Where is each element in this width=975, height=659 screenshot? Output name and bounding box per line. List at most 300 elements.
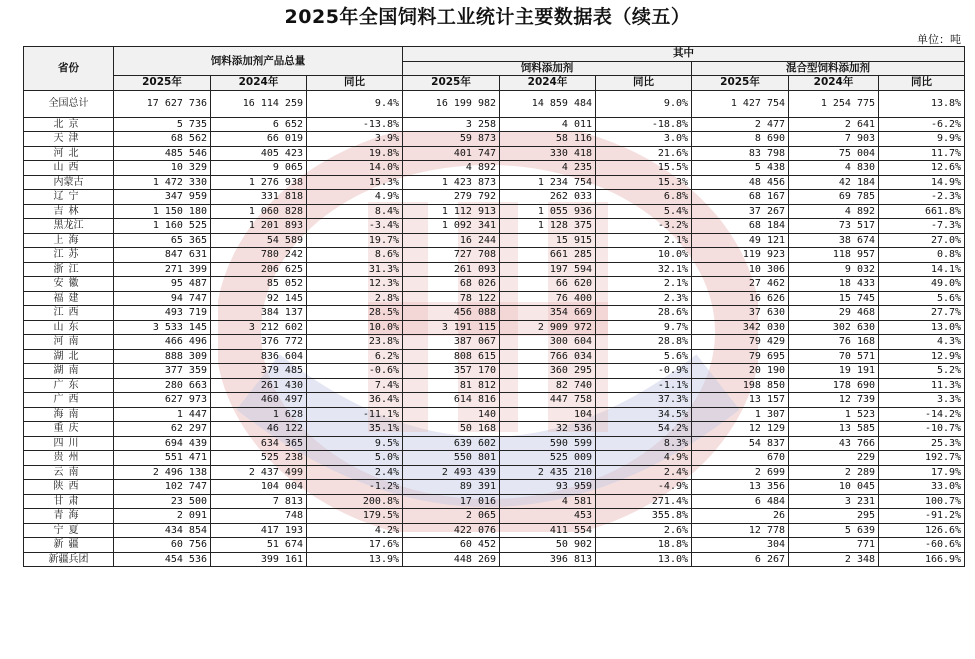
cell-total-yoy: -1.2% — [307, 480, 403, 495]
table-row — [24, 320, 965, 335]
cell-additive-2024: 453 — [500, 509, 596, 524]
cell-mixed-2024: 19 191 — [789, 364, 879, 379]
cell-additive-yoy: 2.4% — [596, 465, 692, 480]
cell-mixed-2024: 4 830 — [789, 161, 879, 176]
cell-mixed-yoy: 11.7% — [879, 146, 965, 161]
cell-additive-2024: 50 902 — [500, 538, 596, 553]
cell-mixed-yoy: 0.8% — [879, 248, 965, 263]
cell-additive-2025: 550 801 — [403, 451, 500, 466]
cell-additive-2025: 68 026 — [403, 277, 500, 292]
cell-total-2024: 104 004 — [211, 480, 307, 495]
cell-total-2024: 405 423 — [211, 146, 307, 161]
cell-mixed-2025: 37 267 — [692, 204, 789, 219]
province-name: 黑龙江 — [24, 219, 114, 234]
cell-additive-yoy: 2.1% — [596, 277, 692, 292]
table-row — [24, 349, 965, 364]
cell-total-2024: 66 019 — [211, 132, 307, 147]
cell-total-2024: 261 430 — [211, 378, 307, 393]
header-total-group: 饲料添加剂产品总量 — [114, 47, 403, 76]
province-name: 宁夏 — [24, 523, 114, 538]
cell-additive-2025: 1 112 913 — [403, 204, 500, 219]
cell-mixed-2025: 1 307 — [692, 407, 789, 422]
cell-additive-2024: 354 669 — [500, 306, 596, 321]
province-name: 新疆兵团 — [24, 552, 114, 567]
cell-total-2024: 206 625 — [211, 262, 307, 277]
cell-total-yoy: 9.5% — [307, 436, 403, 451]
cell-mixed-yoy: 12.9% — [879, 349, 965, 364]
cell-total-2025: 694 439 — [114, 436, 211, 451]
cell-mixed-2024: 178 690 — [789, 378, 879, 393]
cell-total-2024: 460 497 — [211, 393, 307, 408]
cell-additive-2025: 78 122 — [403, 291, 500, 306]
cell-mixed-2024: 29 468 — [789, 306, 879, 321]
cell-total-2025: 493 719 — [114, 306, 211, 321]
cell-additive-yoy: 37.3% — [596, 393, 692, 408]
cell-additive-yoy: 8.3% — [596, 436, 692, 451]
cell-additive-2025: 140 — [403, 407, 500, 422]
header-yoy: 同比 — [879, 76, 965, 91]
province-name: 广东 — [24, 378, 114, 393]
province-name: 四川 — [24, 436, 114, 451]
cell-total-2024: 634 365 — [211, 436, 307, 451]
cell-mixed-2024: 1 254 775 — [789, 90, 879, 117]
cell-additive-2025: 261 093 — [403, 262, 500, 277]
table-row — [24, 407, 965, 422]
cell-mixed-yoy: 100.7% — [879, 494, 965, 509]
cell-mixed-yoy: 5.6% — [879, 291, 965, 306]
cell-mixed-yoy: 25.3% — [879, 436, 965, 451]
cell-additive-2025: 639 602 — [403, 436, 500, 451]
cell-additive-2024: 104 — [500, 407, 596, 422]
cell-mixed-yoy: 13.0% — [879, 320, 965, 335]
cell-total-2025: 627 973 — [114, 393, 211, 408]
cell-total-yoy: 15.3% — [307, 175, 403, 190]
cell-mixed-2025: 6 484 — [692, 494, 789, 509]
cell-mixed-2025: 13 356 — [692, 480, 789, 495]
cell-total-yoy: 8.6% — [307, 248, 403, 263]
cell-total-yoy: 10.0% — [307, 320, 403, 335]
cell-additive-yoy: 13.0% — [596, 552, 692, 567]
cell-mixed-2024: 38 674 — [789, 233, 879, 248]
cell-mixed-2024: 4 892 — [789, 204, 879, 219]
cell-total-yoy: -3.4% — [307, 219, 403, 234]
cell-total-yoy: 6.2% — [307, 349, 403, 364]
cell-additive-yoy: 32.1% — [596, 262, 692, 277]
province-name: 吉林 — [24, 204, 114, 219]
cell-additive-2024: 93 959 — [500, 480, 596, 495]
cell-total-yoy: 19.7% — [307, 233, 403, 248]
header-year-2025: 2025年 — [692, 76, 789, 91]
cell-mixed-2025: 10 306 — [692, 262, 789, 277]
cell-additive-yoy: 6.8% — [596, 190, 692, 205]
cell-additive-2025: 422 076 — [403, 523, 500, 538]
cell-mixed-2024: 229 — [789, 451, 879, 466]
cell-total-2024: 417 193 — [211, 523, 307, 538]
cell-mixed-yoy: 27.7% — [879, 306, 965, 321]
cell-mixed-yoy: -91.2% — [879, 509, 965, 524]
cell-additive-2024: 525 009 — [500, 451, 596, 466]
cell-total-2024: 1 201 893 — [211, 219, 307, 234]
cell-total-yoy: 200.8% — [307, 494, 403, 509]
cell-mixed-yoy: 27.0% — [879, 233, 965, 248]
cell-mixed-yoy: 9.9% — [879, 132, 965, 147]
cell-additive-2024: 2 435 210 — [500, 465, 596, 480]
cell-total-yoy: 4.2% — [307, 523, 403, 538]
cell-additive-2025: 401 747 — [403, 146, 500, 161]
cell-total-2024: 16 114 259 — [211, 90, 307, 117]
cell-additive-2025: 16 244 — [403, 233, 500, 248]
cell-total-2025: 377 359 — [114, 364, 211, 379]
cell-mixed-2024: 3 231 — [789, 494, 879, 509]
cell-additive-yoy: 10.0% — [596, 248, 692, 263]
cell-mixed-yoy: 14.9% — [879, 175, 965, 190]
table-row — [24, 117, 965, 132]
province-name: 山西 — [24, 161, 114, 176]
cell-total-yoy: 179.5% — [307, 509, 403, 524]
header-yoy: 同比 — [307, 76, 403, 91]
cell-total-yoy: 8.4% — [307, 204, 403, 219]
province-name: 云南 — [24, 465, 114, 480]
table-row — [24, 538, 965, 553]
table-row — [24, 335, 965, 350]
cell-total-2024: 1 628 — [211, 407, 307, 422]
cell-total-yoy: 36.4% — [307, 393, 403, 408]
cell-mixed-2025: 8 690 — [692, 132, 789, 147]
cell-mixed-yoy: 14.1% — [879, 262, 965, 277]
cell-total-yoy: 7.4% — [307, 378, 403, 393]
cell-additive-yoy: 2.3% — [596, 291, 692, 306]
cell-mixed-2024: 2 641 — [789, 117, 879, 132]
cell-additive-yoy: 9.0% — [596, 90, 692, 117]
cell-additive-yoy: 5.6% — [596, 349, 692, 364]
cell-total-yoy: 17.6% — [307, 538, 403, 553]
cell-total-2024: 85 052 — [211, 277, 307, 292]
cell-total-yoy: 12.3% — [307, 277, 403, 292]
cell-mixed-yoy: 192.7% — [879, 451, 965, 466]
cell-mixed-2024: 42 184 — [789, 175, 879, 190]
cell-additive-yoy: 21.6% — [596, 146, 692, 161]
table-row — [24, 378, 965, 393]
cell-mixed-2024: 13 585 — [789, 422, 879, 437]
cell-mixed-2024: 302 630 — [789, 320, 879, 335]
table-row — [24, 175, 965, 190]
table-row — [24, 233, 965, 248]
cell-mixed-2025: 6 267 — [692, 552, 789, 567]
cell-total-2024: 1 060 828 — [211, 204, 307, 219]
cell-mixed-2024: 76 168 — [789, 335, 879, 350]
table-row — [24, 248, 965, 263]
cell-additive-2024: 4 011 — [500, 117, 596, 132]
cell-mixed-yoy: 49.0% — [879, 277, 965, 292]
cell-mixed-2024: 75 004 — [789, 146, 879, 161]
province-name: 全国总计 — [24, 90, 114, 117]
cell-total-2025: 5 735 — [114, 117, 211, 132]
unit-label: 单位：吨 — [917, 33, 961, 46]
cell-additive-yoy: 28.8% — [596, 335, 692, 350]
cell-total-yoy: 35.1% — [307, 422, 403, 437]
cell-total-yoy: 5.0% — [307, 451, 403, 466]
cell-additive-2024: 330 418 — [500, 146, 596, 161]
cell-mixed-2025: 49 121 — [692, 233, 789, 248]
cell-total-2024: 92 145 — [211, 291, 307, 306]
cell-additive-2025: 60 452 — [403, 538, 500, 553]
page-title: 2025年全国饲料工业统计主要数据表（续五） — [284, 6, 691, 28]
cell-mixed-yoy: 17.9% — [879, 465, 965, 480]
cell-additive-2025: 279 792 — [403, 190, 500, 205]
cell-additive-2024: 76 400 — [500, 291, 596, 306]
cell-additive-2025: 448 269 — [403, 552, 500, 567]
table-row — [24, 161, 965, 176]
cell-total-2025: 280 663 — [114, 378, 211, 393]
cell-mixed-2024: 69 785 — [789, 190, 879, 205]
cell-total-2025: 1 447 — [114, 407, 211, 422]
cell-total-2024: 379 485 — [211, 364, 307, 379]
cell-total-yoy: 9.4% — [307, 90, 403, 117]
province-name: 湖南 — [24, 364, 114, 379]
cell-additive-yoy: -3.2% — [596, 219, 692, 234]
province-name: 上海 — [24, 233, 114, 248]
province-name: 海南 — [24, 407, 114, 422]
cell-mixed-2025: 119 923 — [692, 248, 789, 263]
cell-additive-2024: 1 055 936 — [500, 204, 596, 219]
table-row — [24, 146, 965, 161]
cell-mixed-yoy: -2.3% — [879, 190, 965, 205]
cell-additive-2025: 89 391 — [403, 480, 500, 495]
cell-total-2025: 60 756 — [114, 538, 211, 553]
cell-total-2024: 51 674 — [211, 538, 307, 553]
cell-additive-2024: 14 859 484 — [500, 90, 596, 117]
table-row — [24, 465, 965, 480]
cell-mixed-2025: 16 626 — [692, 291, 789, 306]
cell-mixed-2024: 771 — [789, 538, 879, 553]
province-name: 内蒙古 — [24, 175, 114, 190]
header-yoy: 同比 — [596, 76, 692, 91]
province-name: 新疆 — [24, 538, 114, 553]
cell-additive-2024: 1 128 375 — [500, 219, 596, 234]
cell-total-yoy: -11.1% — [307, 407, 403, 422]
table-row — [24, 552, 965, 567]
cell-additive-2024: 411 554 — [500, 523, 596, 538]
cell-total-2025: 847 631 — [114, 248, 211, 263]
cell-total-2024: 525 238 — [211, 451, 307, 466]
cell-additive-2025: 3 191 115 — [403, 320, 500, 335]
cell-additive-yoy: 271.4% — [596, 494, 692, 509]
cell-additive-2025: 387 067 — [403, 335, 500, 350]
statistics-table — [23, 46, 965, 567]
table-body — [24, 90, 965, 567]
cell-total-yoy: 2.4% — [307, 465, 403, 480]
cell-total-2024: 748 — [211, 509, 307, 524]
cell-mixed-2024: 5 639 — [789, 523, 879, 538]
table-row — [24, 219, 965, 234]
table-row — [24, 364, 965, 379]
cell-mixed-2025: 79 429 — [692, 335, 789, 350]
header-among-group: 其中 — [403, 47, 965, 62]
cell-total-2024: 6 652 — [211, 117, 307, 132]
cell-additive-2025: 2 065 — [403, 509, 500, 524]
cell-total-2024: 2 437 499 — [211, 465, 307, 480]
cell-additive-2024: 2 909 972 — [500, 320, 596, 335]
cell-mixed-yoy: 12.6% — [879, 161, 965, 176]
table-row-national-total — [24, 90, 965, 117]
cell-mixed-yoy: 4.3% — [879, 335, 965, 350]
cell-total-2025: 454 536 — [114, 552, 211, 567]
cell-mixed-2025: 5 438 — [692, 161, 789, 176]
header-year-2024: 2024年 — [500, 76, 596, 91]
cell-mixed-yoy: 166.9% — [879, 552, 965, 567]
cell-additive-yoy: -1.1% — [596, 378, 692, 393]
cell-total-2024: 54 589 — [211, 233, 307, 248]
cell-total-2024: 384 137 — [211, 306, 307, 321]
cell-mixed-2025: 198 850 — [692, 378, 789, 393]
cell-mixed-2024: 2 348 — [789, 552, 879, 567]
cell-mixed-2024: 15 745 — [789, 291, 879, 306]
cell-total-2025: 3 533 145 — [114, 320, 211, 335]
cell-additive-2024: 766 034 — [500, 349, 596, 364]
cell-additive-2024: 66 620 — [500, 277, 596, 292]
province-name: 天津 — [24, 132, 114, 147]
cell-additive-yoy: -0.9% — [596, 364, 692, 379]
table-row — [24, 436, 965, 451]
cell-additive-2025: 614 816 — [403, 393, 500, 408]
cell-additive-2025: 3 258 — [403, 117, 500, 132]
cell-total-2024: 399 161 — [211, 552, 307, 567]
table-row — [24, 451, 965, 466]
cell-mixed-yoy: 5.2% — [879, 364, 965, 379]
cell-mixed-yoy: 11.3% — [879, 378, 965, 393]
province-name: 辽宁 — [24, 190, 114, 205]
header-year-2024: 2024年 — [211, 76, 307, 91]
cell-mixed-2025: 2 699 — [692, 465, 789, 480]
province-name: 河南 — [24, 335, 114, 350]
cell-additive-2025: 81 812 — [403, 378, 500, 393]
cell-additive-2024: 262 033 — [500, 190, 596, 205]
cell-additive-yoy: 15.5% — [596, 161, 692, 176]
cell-additive-yoy: 28.6% — [596, 306, 692, 321]
cell-total-yoy: 13.9% — [307, 552, 403, 567]
cell-total-2024: 7 813 — [211, 494, 307, 509]
table-row — [24, 509, 965, 524]
table-row — [24, 132, 965, 147]
cell-total-yoy: 31.3% — [307, 262, 403, 277]
cell-mixed-2025: 27 462 — [692, 277, 789, 292]
cell-additive-yoy: -4.9% — [596, 480, 692, 495]
cell-mixed-2024: 7 903 — [789, 132, 879, 147]
cell-total-2025: 1 160 525 — [114, 219, 211, 234]
cell-total-2024: 3 212 602 — [211, 320, 307, 335]
province-name: 安徽 — [24, 277, 114, 292]
cell-total-yoy: 14.0% — [307, 161, 403, 176]
cell-total-2025: 102 747 — [114, 480, 211, 495]
table-row — [24, 306, 965, 321]
cell-total-2025: 2 496 138 — [114, 465, 211, 480]
cell-total-yoy: 28.5% — [307, 306, 403, 321]
cell-mixed-yoy: 13.8% — [879, 90, 965, 117]
cell-total-yoy: -0.6% — [307, 364, 403, 379]
cell-additive-2024: 661 285 — [500, 248, 596, 263]
province-name: 河北 — [24, 146, 114, 161]
province-name: 广西 — [24, 393, 114, 408]
cell-additive-yoy: 15.3% — [596, 175, 692, 190]
cell-mixed-2025: 54 837 — [692, 436, 789, 451]
table-row — [24, 291, 965, 306]
cell-mixed-2024: 73 517 — [789, 219, 879, 234]
cell-total-2025: 466 496 — [114, 335, 211, 350]
header-province: 省份 — [24, 47, 114, 91]
cell-total-2025: 2 091 — [114, 509, 211, 524]
header-mixed-group: 混合型饲料添加剂 — [692, 61, 965, 76]
cell-additive-2025: 59 873 — [403, 132, 500, 147]
cell-additive-2024: 82 740 — [500, 378, 596, 393]
cell-additive-2024: 4 581 — [500, 494, 596, 509]
table-row — [24, 422, 965, 437]
cell-mixed-2024: 295 — [789, 509, 879, 524]
cell-mixed-yoy: 3.3% — [879, 393, 965, 408]
cell-mixed-2024: 18 433 — [789, 277, 879, 292]
province-name: 浙江 — [24, 262, 114, 277]
cell-additive-2024: 32 536 — [500, 422, 596, 437]
cell-mixed-2025: 20 190 — [692, 364, 789, 379]
cell-mixed-yoy: 33.0% — [879, 480, 965, 495]
table-row — [24, 480, 965, 495]
cell-additive-2025: 16 199 982 — [403, 90, 500, 117]
cell-additive-2025: 2 493 439 — [403, 465, 500, 480]
cell-total-2024: 9 065 — [211, 161, 307, 176]
table-row — [24, 204, 965, 219]
cell-mixed-2025: 2 477 — [692, 117, 789, 132]
cell-mixed-yoy: -7.3% — [879, 219, 965, 234]
cell-additive-2024: 590 599 — [500, 436, 596, 451]
cell-mixed-2024: 70 571 — [789, 349, 879, 364]
table-row — [24, 277, 965, 292]
cell-additive-2024: 197 594 — [500, 262, 596, 277]
table-row — [24, 494, 965, 509]
cell-mixed-2024: 12 739 — [789, 393, 879, 408]
cell-mixed-2024: 10 045 — [789, 480, 879, 495]
cell-additive-2024: 4 235 — [500, 161, 596, 176]
cell-additive-2024: 300 604 — [500, 335, 596, 350]
province-name: 北京 — [24, 117, 114, 132]
province-name: 重庆 — [24, 422, 114, 437]
cell-mixed-2025: 68 167 — [692, 190, 789, 205]
header-year-2024: 2024年 — [789, 76, 879, 91]
province-name: 江西 — [24, 306, 114, 321]
cell-mixed-yoy: 661.8% — [879, 204, 965, 219]
cell-total-2025: 10 329 — [114, 161, 211, 176]
cell-mixed-2025: 304 — [692, 538, 789, 553]
province-name: 江苏 — [24, 248, 114, 263]
cell-mixed-2025: 48 456 — [692, 175, 789, 190]
cell-additive-2024: 58 116 — [500, 132, 596, 147]
cell-mixed-2025: 12 778 — [692, 523, 789, 538]
cell-additive-2025: 4 892 — [403, 161, 500, 176]
cell-additive-yoy: 3.0% — [596, 132, 692, 147]
cell-total-2025: 347 959 — [114, 190, 211, 205]
cell-mixed-2024: 1 523 — [789, 407, 879, 422]
cell-additive-yoy: 4.9% — [596, 451, 692, 466]
cell-total-2025: 485 546 — [114, 146, 211, 161]
cell-additive-2025: 727 708 — [403, 248, 500, 263]
cell-total-yoy: 3.9% — [307, 132, 403, 147]
cell-mixed-2025: 68 184 — [692, 219, 789, 234]
cell-mixed-yoy: 126.6% — [879, 523, 965, 538]
cell-additive-yoy: 18.8% — [596, 538, 692, 553]
province-name: 贵州 — [24, 451, 114, 466]
cell-mixed-2025: 13 157 — [692, 393, 789, 408]
province-name: 青海 — [24, 509, 114, 524]
cell-total-yoy: 19.8% — [307, 146, 403, 161]
province-name: 陕西 — [24, 480, 114, 495]
